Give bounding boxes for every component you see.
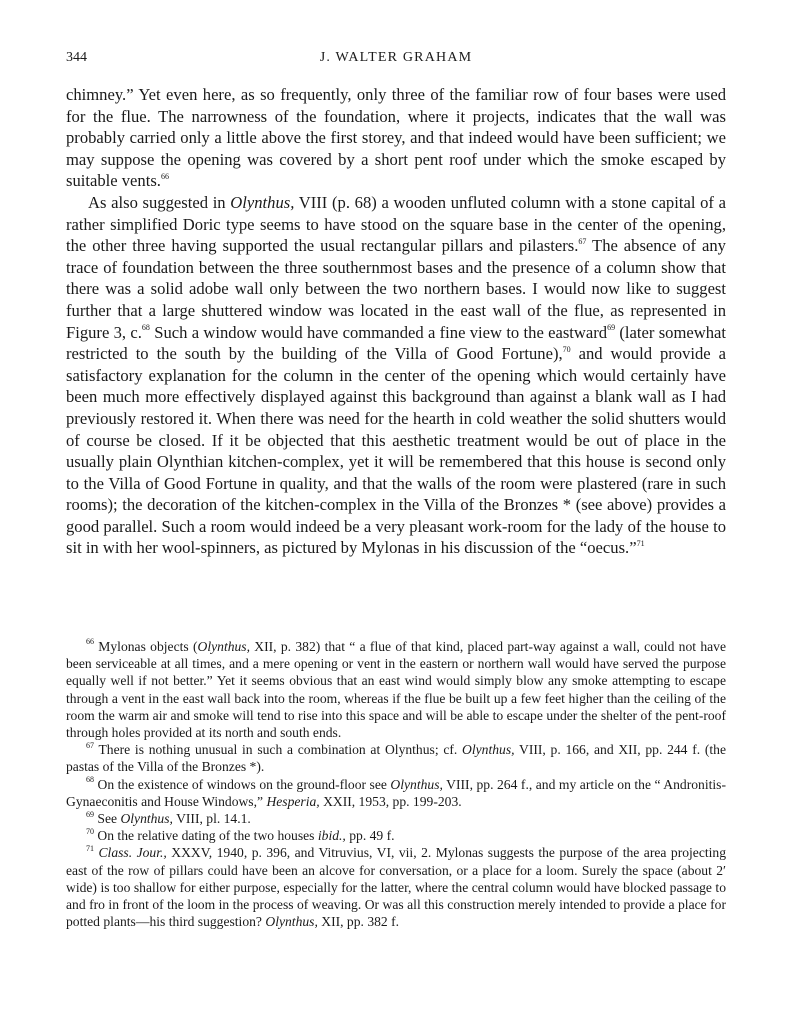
footnote-71: $^{71}$ Class. Jour., XXXV, 1940, p. 396, and Vitruvius, VI, vii, 2. Mylonas suggests the purpose of the area projecting east of the row of pillars could have been an alcove for conversation, or a place for a loom. Surely the space (about 2′ wide) is too shallow for either purpose, especially for the latter, where the central column would have blocked passage to and fro in front of the loom in the process of weaving. Or was all this construction merely intended to provide a place for potted plants—his third suggestion? Olynthus, XII, pp. 382 f.: [66, 843, 727, 930]
footnote-ref-71: 71: [636, 538, 645, 548]
footnote-ref-66: 66: [160, 171, 169, 181]
page-number: 344: [66, 50, 87, 65]
footnote-70: $^{70}$ On the relative dating of the two houses ibid., pp. 49 f.: [86, 826, 395, 844]
footnote-ref-69: 69: [607, 323, 616, 332]
footnote-68: $^{68}$ On the existence of windows on the ground-floor see Olynthus, VIII, pp. 264 f., and my article on the “ Andronitis-Gynaeconitis and House Windows,” Hesperia, XXII, 1953, pp. 199-203.: [66, 775, 726, 809]
paragraph-2: As also suggested in Olynthus, VIII (p. 68) a wooden unfluted column with a stone capital of a rather simplified Doric type seems to have stood on the square base in the center of the opening, the other three having supported the usual rectangular pillars and pilasters.$^{67}$ The absence of any trace of foundation between the three southernmost bases and the presence of a column show that there was a solid adobe wall only between the two northern bases. I would now like to suggest further that a large shuttered window was located in the east wall of the flue, as represented in Figure 3, c.$^{68}$ Such a window would have commanded a fine view to the eastward$^{69}$ (later somewhat restricted to the south by the building of the Villa of Good Fortune),$^{70}$ and would provide a satisfactory explanation for the column in the center of the opening which would certainly have been much more effectively displayed against this background than against a blank wall as I had previously restored it. When there was need for the hearth in cold weather the solid shutters would of course be closed. If it be objected that this aesthetic treatment would be out of place in the usually plain Olynthian kitchen-complex, yet it will be remembered that this house is second only to the Villa of Good Fortune in quality, and that the walls of the room were plastered (rare in such rooms); the decoration of the kitchen-complex in the Villa of the Bronzes * (see above) provides a good parallel. Such a room would indeed be a very pleasant work-room for the lady of the house to sit in with her wool-spinners, as pictured by Mylonas in his discussion of the “oecus.”$^{71}$: [66, 192, 726, 558]
footnote-ref-67: 67: [578, 236, 587, 246]
main-text: [66, 84, 726, 559]
page-header: [66, 50, 726, 70]
footnote-69: $^{69}$ See Olynthus, VIII, pl. 14.1.: [86, 809, 251, 827]
paragraph-1: chimney.” Yet even here, as so frequently, only three of the familiar row of four bases were used for the flue. The narrowness of the foundation, where it projects, indicates that the wall was probably carried only a little above the first storey, and that indeed would have been sufficient; we may suppose the opening was covered by a short pent roof under which the smoke escaped by suitable vents.$^{66}$: [66, 85, 726, 191]
footnote-66: $^{66}$ Mylonas objects (Olynthus, XII, p. 382) that “ a flue of that kind, placed part-way against a wall, could not have been serviceable at all times, and a mere opening or vent in the eastern or northern wall would have served the purpose equally well if not better.” Yet it seems obvious that an east wind would simply blow any smoke attempting to escape through a vent in the east wall back into the room, whereas if the flue be built up a few feet higher than the ceiling of the room the warm air and smoke will tend to rise into this space and will be able to escape under the shelter of the pent-roof through holes provided at its north and south ends.: [66, 637, 726, 741]
footnote-67: $^{67}$ There is nothing unusual in such a combination at Olynthus; cf. Olynthus, VIII, p. 166, and XII, pp. 244 f. (the pastas of the Villa of the Bronzes *).: [66, 740, 726, 775]
running-head: J. WALTER GRAHAM: [319, 50, 473, 65]
footnote-ref-70: 70: [562, 344, 571, 354]
footnote-ref-68: 68: [141, 323, 150, 332]
footnotes: [66, 638, 726, 930]
